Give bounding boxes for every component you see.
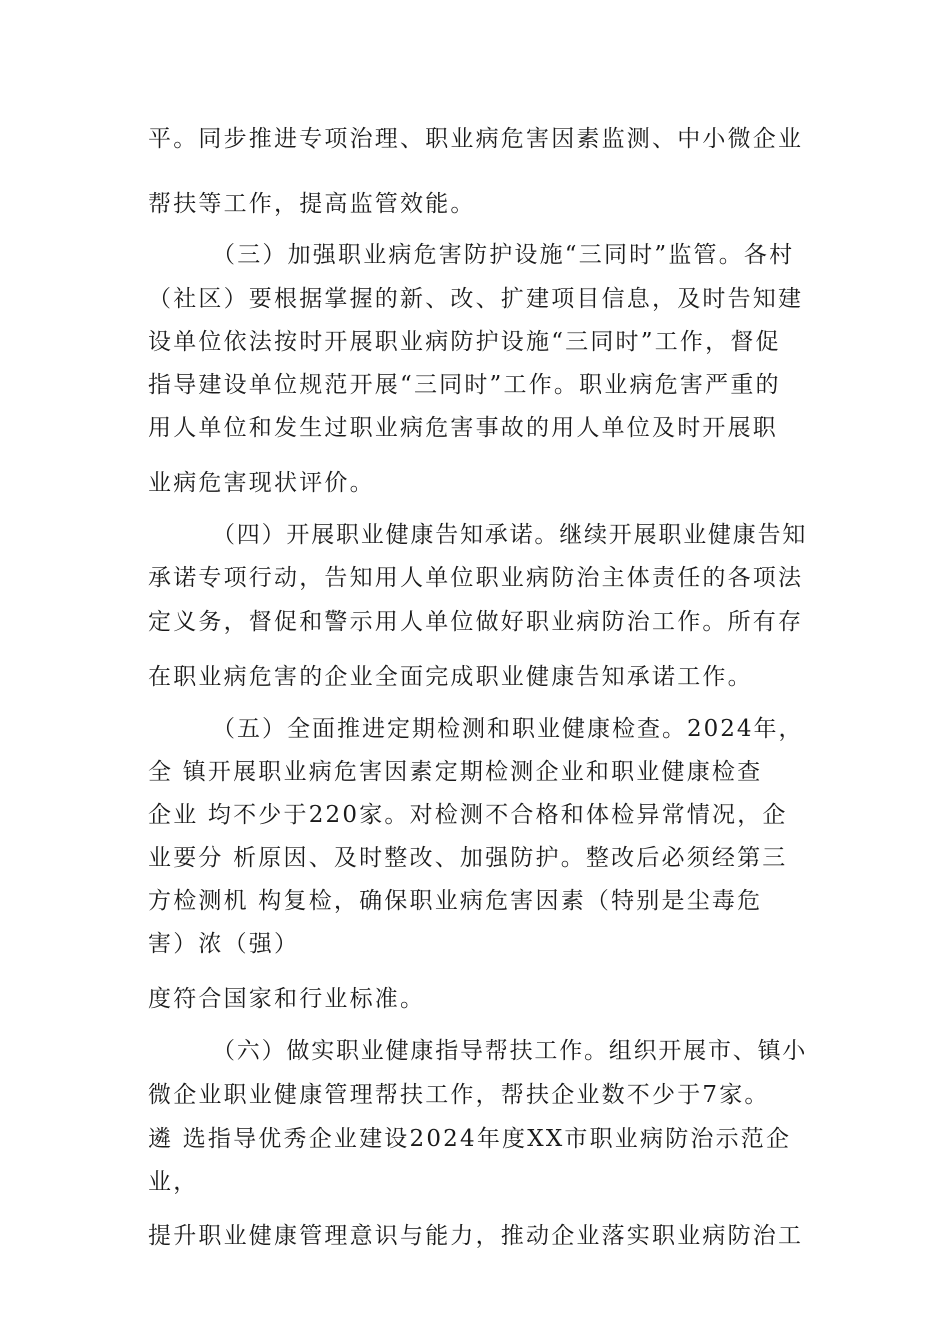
- text-line: 指导建设单位规范开展“三同时”工作。职业病危害严重的: [148, 372, 781, 398]
- text-line: 承诺专项行动，告知用人单位职业病防治主体责任的各项法: [148, 565, 804, 591]
- paragraph-heading: （五）全面推进定期检测和职业健康检查。2024年，: [212, 716, 804, 742]
- text-line: 用人单位和发生过职业病危害事故的用人单位及时开展职: [148, 415, 778, 441]
- text-line: 微企业职业健康管理帮扶工作，帮扶企业数不少于7家。: [148, 1082, 770, 1108]
- text-line: 定义务，督促和警示用人单位做好职业病防治工作。所有存: [148, 609, 804, 635]
- text-line: 在职业病危害的企业全面完成职业健康告知承诺工作。: [148, 664, 753, 690]
- text-line: 业病危害现状评价。: [148, 470, 375, 496]
- text-line: 业，: [148, 1169, 199, 1195]
- text-line: 度符合国家和行业标准。: [148, 986, 426, 1012]
- text-line: 企业 均不少于220家。对检测不合格和体检异常情况，企: [148, 802, 788, 828]
- paragraph-heading: （三）加强职业病危害防护设施“三同时”监管。各村: [212, 242, 795, 268]
- paragraph-heading: （四）开展职业健康告知承诺。继续开展职业健康告知: [212, 522, 808, 548]
- text-line: 业要分 析原因、及时整改、加强防护。整改后必须经第三: [148, 845, 788, 871]
- text-line: 方检测机 构复检，确保职业病危害因素（特别是尘毒危: [148, 888, 763, 914]
- text-line: 全 镇开展职业病危害因素定期检测企业和职业健康检查: [148, 759, 763, 785]
- paragraph-heading: （六）做实职业健康指导帮扶工作。组织开展市、镇小: [212, 1038, 808, 1064]
- text-line: 害）浓（强）: [148, 931, 300, 957]
- text-line: 平。同步推进专项治理、职业病危害因素监测、中小微企业: [148, 126, 804, 152]
- text-line: 遴 选指导优秀企业建设2024年度XX市职业病防治示范企: [148, 1126, 792, 1152]
- text-line: 设单位依法按时开展职业病防护设施“三同时”工作，督促: [148, 329, 781, 355]
- text-line: 提升职业健康管理意识与能力，推动企业落实职业病防治工: [148, 1223, 804, 1249]
- text-line: 帮扶等工作，提高监管效能。: [148, 191, 476, 217]
- text-line: （社区）要根据掌握的新、改、扩建项目信息，及时告知建: [148, 286, 804, 312]
